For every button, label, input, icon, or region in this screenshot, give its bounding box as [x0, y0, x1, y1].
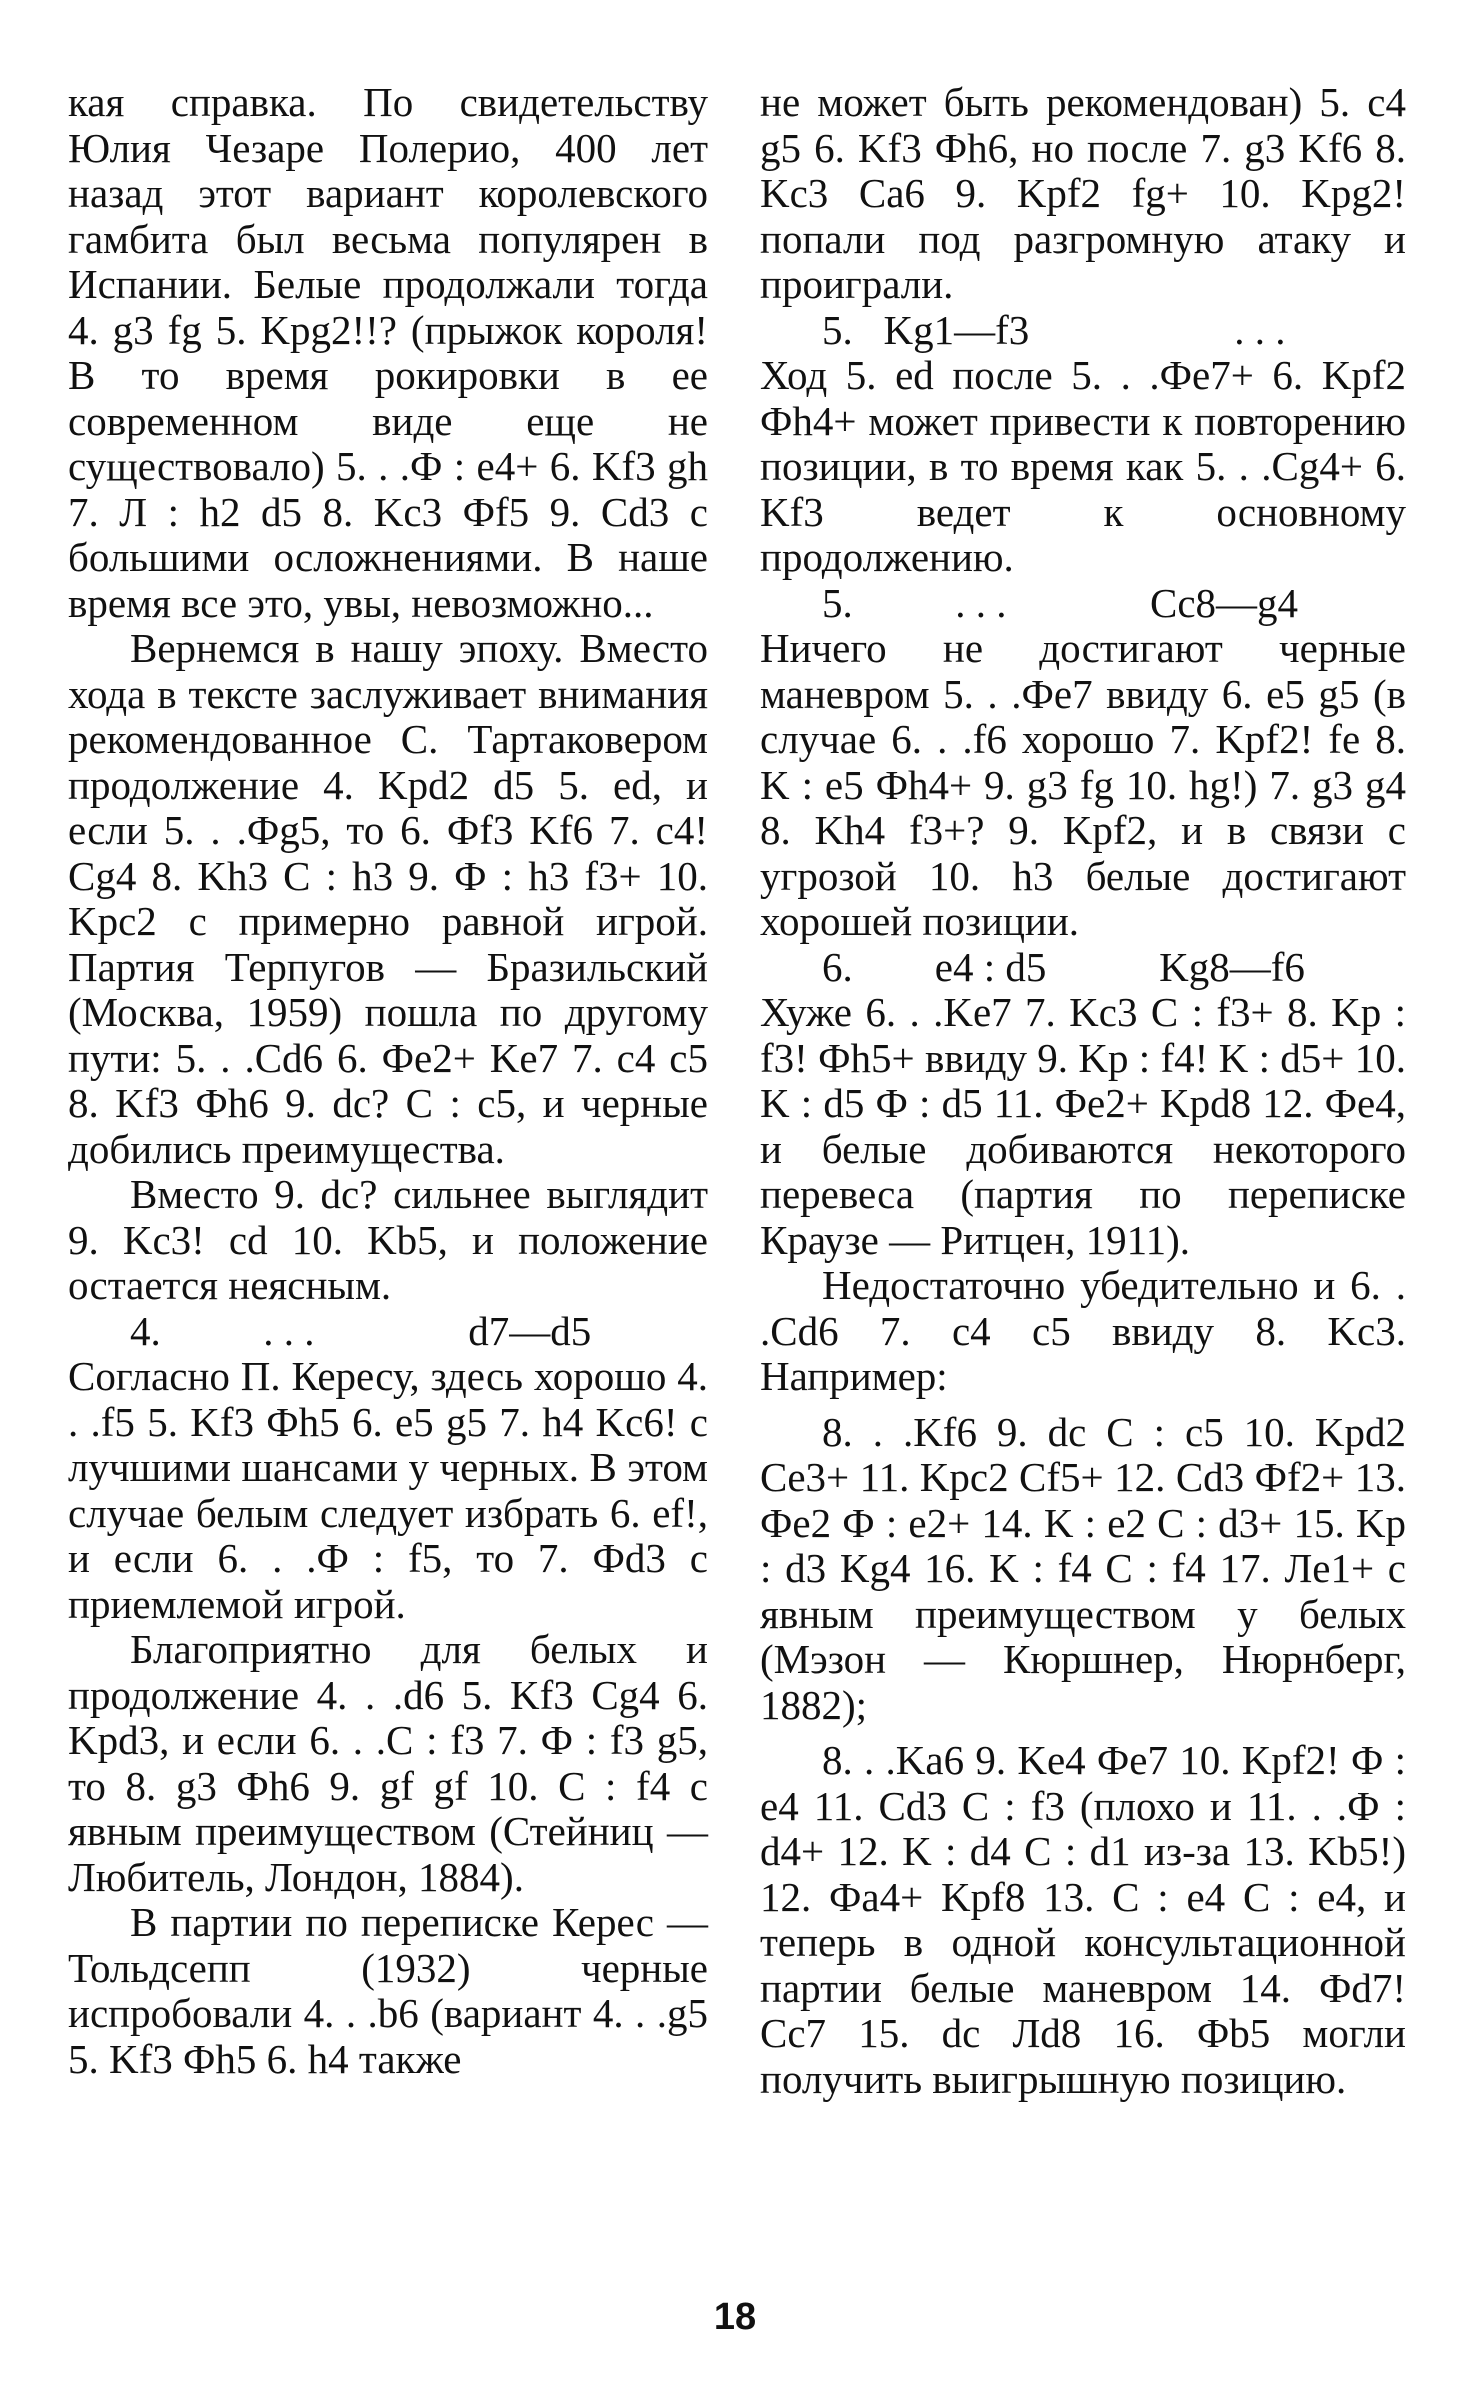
variation-paragraph: 8. . .Kf6 9. dc C : c5 10. Kpd2 Ce3+ 11. Kpc2 Cf5+ 12. Cd3 Фf2+ 13. Фe2 Ф : e2+ 14. K : e2 C : d3+ 15. Kp : d3 Kg4 16. K : f4 C : f4 17. Лe1+ с явным преимуществом у белых (Мэзон — Кюршнер, Нюрнберг, 1882);	[760, 1408, 1406, 1728]
page-number: 18	[713, 2296, 757, 2338]
move-line: 5. Kg1—f3 . . .	[822, 306, 1286, 353]
paragraph: Благоприятно для белых и продолжение 4. . .d6 5. Kf3 Cg4 6. Kpd3, и если 6. . .C : f3 7. Ф : f3 g5, то 8. g3 Фh6 9. gf gf 10. C : f4 с явным преимуществом (Стейниц — Любитель, Лондон, 1884).	[68, 1626, 708, 1900]
move-line: 6. e4 : d5 Kg8—f6	[822, 943, 1305, 990]
move-line: 4. . . . d7—d5	[130, 1307, 592, 1354]
variation-paragraph: 8. . .Ka6 9. Ke4 Фe7 10. Kpf2! Ф : e4 11. Cd3 C : f3 (плохо и 11. . .Ф : d4+ 12. K : d4 C : d1 из-за 13. Kb5!) 12. Фa4+ Kpf8 13. C : e4 C : e4, и теперь в одной консультационной партии белые маневром 14. Фd7! Cc7 15. dc Лd8 16. Фb5 могли получить выигрышную позицию.	[760, 1737, 1406, 2102]
paragraph: Ход 5. ed после 5. . .Фe7+ 6. Kpf2 Фh4+ может привести к повторению позиции, в то время как 5. . .Cg4+ 6. Kf3 ведет к основному продолжению.	[760, 352, 1406, 580]
paragraph: не может быть рекомендован) 5. c4 g5 6. Kf3 Фh6, но после 7. g3 Kf6 8. Kc3 Ca6 9. Kpf2 fg+ 10. Kpg2! попали под разгромную атаку и проиграли.	[760, 79, 1406, 307]
paragraph: Ничего не достигают черные маневром 5. . .Фe7 ввиду 6. e5 g5 (в случае 6. . .f6 хорошо 7. Kpf2! fe 8. K : e5 Фh4+ 9. g3 fg 10. hg!) 7. g3 g4 8. Kh4 f3+? 9. Kpf2, и в связи с угрозой 10. h3 белые достигают хорошей позиции.	[760, 625, 1406, 944]
paragraph: кая справка. По свидетельству Юлия Чезаре Полерио, 400 лет назад этот вариант королевского гамбита был весьма популярен в Испании. Белые продолжали тогда 4. g3 fg 5. Kpg2!!? (прыжок короля! В то время рокировки в ее современном виде еще не существовало) 5. . .Ф : e4+ 6. Kf3 gh 7. Л : h2 d5 8. Kc3 Фf5 9. Cd3 с большими осложнениями. В наше время все это, увы, невозможно...	[68, 79, 708, 626]
paragraph: В партии по переписке Керес — Тольдсепп (1932) черные испробовали 4. . .b6 (вариант 4. . .g5 5. Kf3 Фh5 6. h4 также	[68, 1899, 708, 2082]
left-column	[68, 80, 708, 2082]
paragraph: Вернемся в нашу эпоху. Вместо хода в тексте заслуживает внимания рекомендованное С. Тартаковером продолжение 4. Kpd2 d5 5. ed, и если 5. . .Фg5, то 6. Фf3 Kf6 7. c4! Cg4 8. Kh3 C : h3 9. Ф : h3 f3+ 10. Kpc2 с примерно равной игрой. Партия Терпугов — Бразильский (Москва, 1959) пошла по другому пути: 5. . .Cd6 6. Фe2+ Ke7 7. c4 c5 8. Kf3 Фh6 9. dc? C : c5, и черные добились преимущества.	[68, 625, 708, 1172]
right-column	[760, 80, 1406, 2102]
paragraph: Согласно П. Кересу, здесь хорошо 4. . .f5 5. Kf3 Фh5 6. e5 g5 7. h4 Kc6! с лучшими шансами у черных. В этом случае белым следует избрать 6. ef!, и если 6. . .Ф : f5, то 7. Фd3 с приемлемой игрой.	[68, 1353, 708, 1627]
paragraph: Хуже 6. . .Ke7 7. Kc3 C : f3+ 8. Kp : f3! Фh5+ ввиду 9. Kp : f4! K : d5+ 10. K : d5 Ф : d5 11. Фe2+ Kpd8 12. Фe4, и белые добиваются некоторого перевеса (партия по переписке Краузе — Ритцен, 1911).	[760, 989, 1406, 1263]
move-line: 5. . . . Cc8—g4	[822, 579, 1299, 626]
paragraph: Вместо 9. dc? сильнее выглядит 9. Kc3! cd 10. Kb5, и положение остается неясным.	[68, 1171, 708, 1308]
paragraph: Недостаточно убедительно и 6. . .Cd6 7. c4 c5 ввиду 8. Kc3. Например:	[760, 1262, 1406, 1399]
